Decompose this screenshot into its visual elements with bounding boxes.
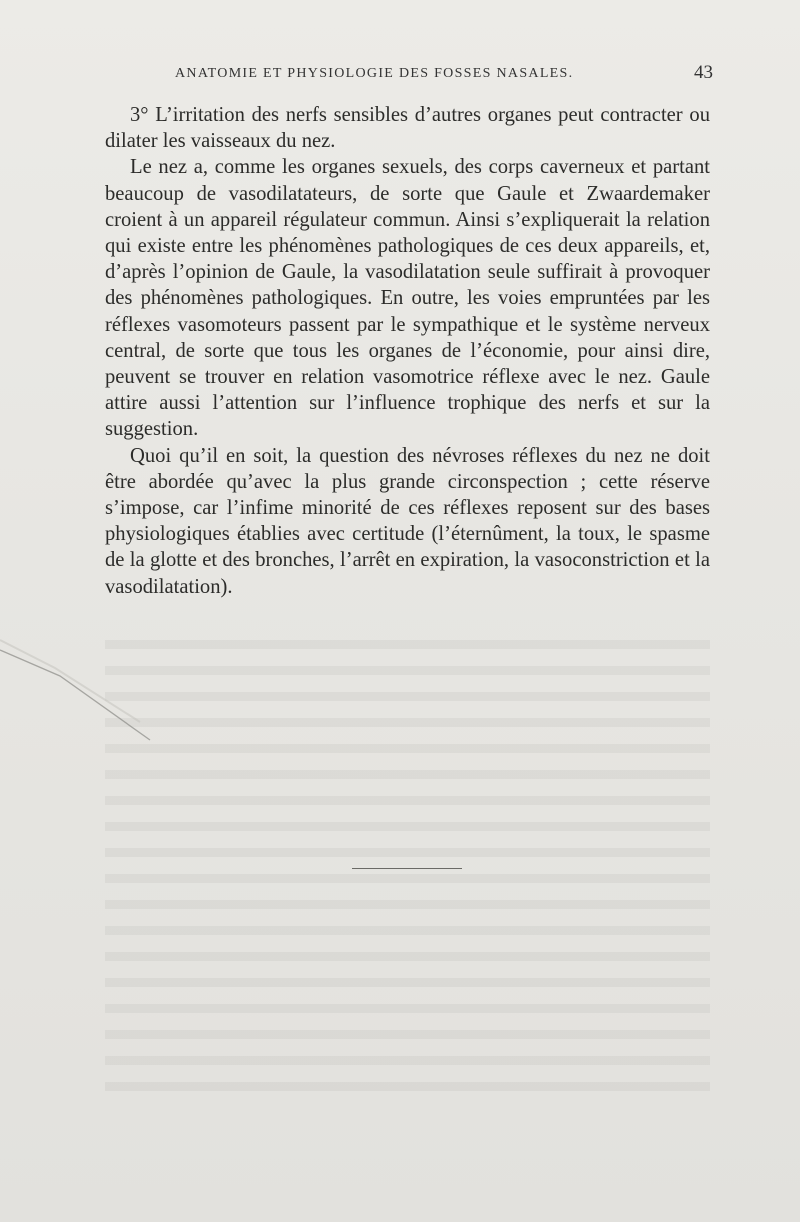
paragraph-1: 3° L’irritation des nerfs sensibles d’autres organes peut contracter ou dilater les vaisseaux du nez.	[105, 104, 710, 153]
paragraph-2: Le nez a, comme les organes sexuels, des corps caverneux et partant beaucoup de vasodilatateurs, de sorte que Gaule et Zwaardemaker croient à un appareil régulateur commun. Ainsi s’expliquerait la relation qui existe entre les phénomènes pathologiques de ces deux appareils, et, d’après l’opinion de Gaule, la vasodilatation seule suffirait à provoquer des phénomènes pathologiques. En outre, les voies empruntées par les réflexes vasomoteurs passent par le sympathique et le système nerveux central, de sorte que tous les organes de l’économie, pour ainsi dire, peuvent se trouver en relation vasomotrice réflexe avec le nez. Gaule attire aussi l’attention sur l’influence trophique des nerfs et sur la suggestion.	[105, 156, 710, 441]
running-title: ANATOMIE ET PHYSIOLOGIE DES FOSSES NASALES.	[175, 66, 574, 81]
paragraph-3: Quoi qu’il en soit, la question des névroses réflexes du nez ne doit être abordée qu’avec la plus grande circonspection ; cette réserve s’impose, car l’infime minorité de ces réflexes reposent sur des bases physiologiques établies avec certitude (l’éternûment, la toux, le spasme de la glotte et des bronches, l’arrêt en expiration, la vasoconstriction et la vasodilatation).	[105, 444, 710, 598]
page-number: 43	[694, 62, 713, 83]
